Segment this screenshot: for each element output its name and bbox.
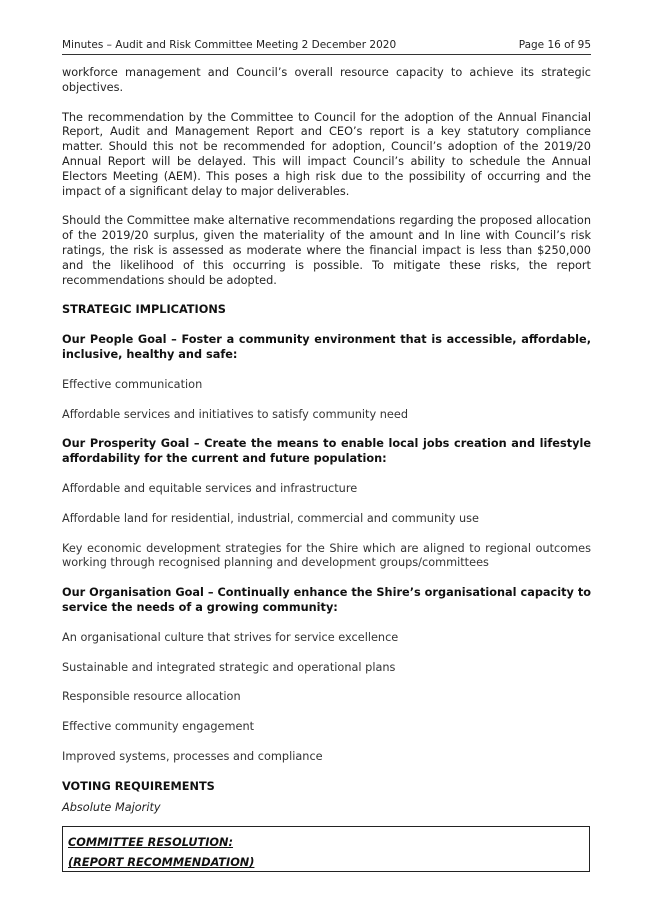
paragraph-workforce: workforce management and Council’s overall resource capacity to achieve its strategic objectives. [62,66,591,94]
header-title: Minutes – Audit and Risk Committee Meeting 2 December 2020 [62,39,397,51]
paragraph-alternative: Should the Committee make alternative recommendations regarding the proposed allocation of the 2019/20 surplus, given the materiality of the amount and In line with Council’s risk ratings, the risk is assessed as moderate where the financial impact is less than $250,000 and the likelihood of this occurring is possible. To mitigate these risks, the report recommendations should be adopted. [62,214,591,287]
list-item: Effective communication [62,377,203,391]
voting-heading: VOTING REQUIREMENTS [62,779,215,793]
list-item: Responsible resource allocation [62,690,241,704]
strategic-heading: STRATEGIC IMPLICATIONS [62,303,226,317]
committee-resolution-label: COMMITTEE RESOLUTION: [68,836,234,849]
list-item: Effective community engagement [62,720,255,734]
list-item: Improved systems, processes and compliance [62,749,323,763]
prosperity-goal: Our Prosperity Goal – Create the means to enable local jobs creation and lifestyle affordability for the current and future population: [62,437,591,466]
list-item: Key economic development strategies for the Shire which are aligned to regional outcomes working through recognised planning and development groups/committees [62,541,591,570]
list-item: Affordable and equitable services and infrastructure [62,481,358,495]
resolution-box [62,826,590,872]
organisation-goal: Our Organisation Goal – Continually enhance the Shire’s organisational capacity to service the needs of a growing community: [62,586,591,614]
people-goal: Our People Goal – Foster a community environment that is accessible, affordable, inclusive, healthy and safe: [62,333,591,361]
report-recommendation-label: (REPORT RECOMMENDATION) [68,856,255,869]
page-number: Page 16 of 95 [518,39,591,51]
page-header [62,39,591,55]
paragraph-recommendation: The recommendation by the Committee to Council for the adoption of the Annual Financial Report, Audit and Management Report and CEO’s report is a key statutory compliance matter. Should this not be recommended for adoption, Council’s adoption of the 2019/20 Annual Report will be delayed. This will impact Council’s ability to schedule the Annual Electors Meeting (AEM). This poses a high risk due to the possibility of occurring and the impact of a significant delay to major deliverables. [62,110,591,198]
voting-value: Absolute Majority [62,800,161,814]
list-item: An organisational culture that strives for service excellence [62,630,399,644]
list-item: Affordable services and initiatives to satisfy community need [62,407,408,421]
list-item: Affordable land for residential, industrial, commercial and community use [62,511,479,525]
list-item: Sustainable and integrated strategic and operational plans [62,660,396,674]
document-body [62,66,591,815]
